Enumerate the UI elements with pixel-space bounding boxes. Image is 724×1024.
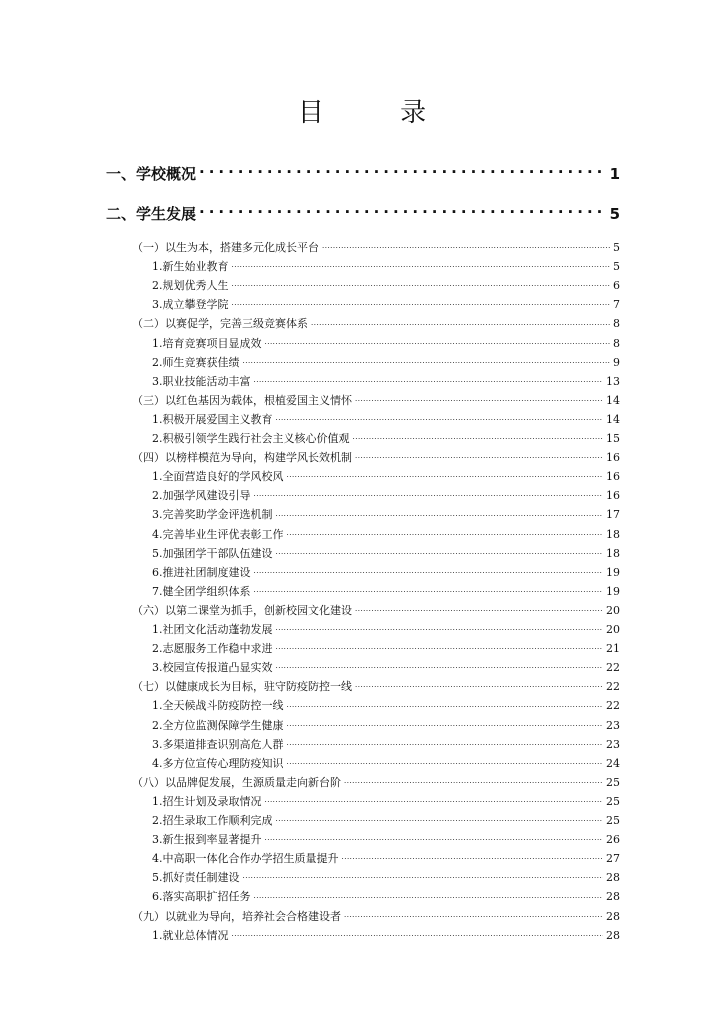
toc-page-number: 13 (606, 374, 620, 388)
toc-subsection-entry[interactable] (152, 888, 620, 904)
toc-subsection-entry[interactable] (152, 487, 620, 503)
toc-dot-leader (276, 507, 604, 518)
toc-dot-leader (254, 889, 604, 900)
toc-dot-leader (276, 660, 604, 671)
toc-page-number: 8 (613, 336, 620, 350)
toc-page-number: 5 (609, 205, 620, 223)
toc-page-number: 22 (606, 661, 620, 675)
toc-page-number: 8 (613, 317, 620, 331)
toc-page-number: 5 (613, 241, 620, 254)
toc-page-number: 16 (606, 470, 620, 484)
toc-entry-label: 1.新生始业教育 (152, 260, 229, 274)
toc-page-number: 18 (606, 527, 620, 541)
toc-dot-leader (265, 832, 604, 843)
toc-subsection-entry[interactable] (152, 506, 620, 522)
toc-page-number: 16 (606, 489, 620, 503)
toc-dot-leader (287, 469, 604, 480)
toc-dot-leader (254, 584, 604, 595)
toc-entry-label: （一）以生为本，搭建多元化成长平台 (132, 241, 319, 254)
toc-page-number: 28 (606, 871, 620, 885)
toc-subsection-entry[interactable] (152, 755, 620, 771)
toc-entry-label: 1.招生计划及录取情况 (152, 794, 262, 808)
toc-subsection-entry[interactable] (152, 430, 620, 446)
toc-section-entry[interactable] (132, 449, 620, 465)
toc-page-number: 23 (606, 737, 620, 751)
toc-page-number: 14 (606, 412, 620, 426)
toc-subsection-entry[interactable] (152, 335, 620, 351)
toc-dot-leader (199, 164, 607, 179)
toc-dot-leader (344, 909, 603, 920)
toc-subsection-entry[interactable] (152, 468, 620, 484)
toc-entry-label: 2.师生竞赛获佳绩 (152, 355, 240, 369)
toc-entry-label: （六）以第二课堂为抓手，创新校园文化建设 (132, 603, 352, 617)
toc-chapter-entry[interactable] (106, 163, 620, 184)
toc-subsection-entry[interactable] (152, 659, 620, 675)
toc-dot-leader (287, 698, 604, 709)
toc-page-number: 28 (606, 928, 620, 942)
toc-dot-leader (276, 622, 604, 633)
toc-subsection-entry[interactable] (152, 277, 620, 293)
toc-subsection-entry[interactable] (152, 927, 620, 943)
toc-entry-label: 2.志愿服务工作稳中求进 (152, 642, 273, 656)
toc-entry-label: 2.招生录取工作顺利完成 (152, 814, 273, 827)
toc-page-number: 15 (606, 432, 620, 445)
toc-chapter-entry[interactable] (106, 203, 620, 224)
toc-section-entry[interactable] (132, 392, 620, 408)
toc-entry-label: 3.职业技能活动丰富 (152, 374, 251, 388)
toc-page-number: 5 (613, 260, 620, 274)
toc-page-number: 28 (606, 890, 620, 904)
toc-entry-label: 3.新生报到率显著提升 (152, 833, 262, 847)
toc-subsection-entry[interactable] (152, 296, 620, 312)
toc-entry-label: 1.积极开展爱国主义教育 (152, 412, 273, 426)
toc-dot-leader (344, 775, 603, 786)
toc-page-number: 19 (606, 565, 620, 579)
toc-entry-label: 4.多方位宣传心理防疫知识 (152, 756, 284, 770)
toc-entry-label: 2.全方位监测保障学生健康 (152, 718, 284, 732)
toc-page-number: 22 (606, 680, 620, 694)
toc-subsection-entry[interactable] (152, 526, 620, 542)
toc-dot-leader (322, 240, 610, 251)
toc-dot-leader (199, 204, 607, 219)
toc-dot-leader (276, 813, 604, 824)
toc-page-number: 22 (606, 699, 620, 713)
toc-dot-leader (265, 336, 611, 347)
toc-page-number: 9 (613, 355, 620, 369)
toc-dot-leader (287, 737, 604, 748)
toc-entry-label: 2.积极引领学生践行社会主义核心价值观 (152, 432, 350, 445)
toc-subsection-entry[interactable] (152, 831, 620, 847)
toc-entry-label: （七）以健康成长为目标，驻守防疫防控一线 (132, 680, 352, 694)
toc-subsection-entry[interactable] (152, 373, 620, 389)
toc-dot-leader (265, 794, 604, 805)
toc-page-number: 1 (609, 165, 620, 183)
toc-page-number: 14 (606, 393, 620, 407)
toc-dot-leader (311, 316, 610, 327)
toc-dot-leader (355, 603, 603, 614)
toc-page-number: 21 (606, 642, 620, 656)
toc-subsection-entry[interactable] (152, 640, 620, 656)
toc-dot-leader (232, 928, 604, 939)
toc-subsection-entry[interactable] (152, 258, 620, 274)
toc-dot-leader (276, 641, 604, 652)
toc-entry-label: 2.加强学风建设引导 (152, 489, 251, 503)
toc-dot-leader (342, 851, 604, 862)
toc-dot-leader (232, 297, 611, 308)
toc-page-number: 23 (606, 718, 620, 732)
toc-entry-label: （二）以赛促学，完善三级竞赛体系 (132, 317, 308, 331)
toc-entry-label: 一、学校概况 (106, 165, 197, 183)
toc-page-number: 16 (606, 451, 620, 465)
toc-page-number: 18 (606, 546, 620, 560)
toc-dot-leader (276, 546, 604, 557)
toc-subsection-entry[interactable] (152, 697, 620, 713)
toc-page-number: 6 (613, 279, 620, 293)
toc-entry-label: 6.落实高职扩招任务 (152, 890, 251, 904)
toc-entry-label: 7.健全团学组织体系 (152, 584, 251, 598)
toc-entry-label: 6.推进社团制度建设 (152, 565, 251, 579)
toc-subsection-entry[interactable] (152, 583, 620, 599)
toc-page-number: 28 (606, 909, 620, 923)
toc-dot-leader (355, 679, 603, 690)
toc-entry-label: 3.成立攀登学院 (152, 298, 229, 312)
toc-dot-leader (276, 412, 604, 423)
toc-entry-label: （三）以红色基因为载体，根植爱国主义情怀 (132, 393, 352, 407)
toc-subsection-entry[interactable] (152, 869, 620, 885)
toc-page-number: 25 (606, 814, 620, 827)
toc-subsection-entry[interactable] (152, 564, 620, 580)
toc-entry-label: 4.完善毕业生评优表彰工作 (152, 527, 284, 541)
toc-entry-label: 4.中高职一体化合作办学招生质量提升 (152, 852, 339, 866)
toc-subsection-entry[interactable] (152, 793, 620, 809)
toc-dot-leader (254, 374, 604, 385)
toc-section-entry[interactable] (132, 908, 620, 924)
toc-page-number: 24 (606, 756, 620, 770)
toc-section-entry[interactable] (132, 602, 620, 618)
toc-dot-leader (287, 527, 604, 538)
toc-entry-label: 1.就业总体情况 (152, 928, 229, 942)
toc-dot-leader (243, 355, 611, 366)
toc-entry-label: 1.全面营造良好的学风校风 (152, 470, 284, 484)
toc-entry-label: 二、学生发展 (106, 205, 197, 223)
toc-section-entry[interactable] (132, 678, 620, 694)
toc-entry-label: 1.全天候战斗防疫防控一线 (152, 699, 284, 713)
toc-section-entry[interactable] (132, 315, 620, 331)
toc-entry-label: （四）以榜样模范为导向，构建学风长效机制 (132, 451, 352, 465)
toc-dot-leader (254, 565, 604, 576)
toc-subsection-entry[interactable] (152, 411, 620, 427)
toc-entry-label: 1.培育竞赛项目显成效 (152, 336, 262, 350)
toc-entry-label: 1.社团文化活动蓬勃发展 (152, 623, 273, 636)
toc-subsection-entry[interactable] (152, 850, 620, 866)
toc-entry-label: 3.多渠道排查识别高危人群 (152, 737, 284, 751)
toc-section-entry[interactable] (132, 239, 620, 255)
toc-dot-leader (287, 718, 604, 729)
toc-dot-leader (287, 756, 604, 767)
toc-dot-leader (232, 278, 611, 289)
toc-subsection-entry[interactable] (152, 736, 620, 752)
toc-page-number: 27 (606, 852, 620, 866)
toc-entry-label: （八）以品牌促发展，生源质量走向新台阶 (132, 775, 341, 789)
toc-dot-leader (355, 393, 603, 404)
toc-page-number: 17 (606, 508, 620, 522)
toc-page-number: 26 (606, 833, 620, 847)
toc-page-number: 25 (606, 794, 620, 808)
toc-page-number: 20 (606, 623, 620, 636)
toc-entry-label: 5.加强团学干部队伍建设 (152, 546, 273, 560)
toc-subsection-entry[interactable] (152, 354, 620, 370)
toc-entry-label: 5.抓好责任制建设 (152, 871, 240, 885)
toc-subsection-entry[interactable] (152, 812, 620, 828)
toc-page-number: 20 (606, 603, 620, 617)
toc-entry-label: 3.校园宣传报道凸显实效 (152, 661, 273, 675)
toc-dot-leader (353, 431, 604, 442)
toc-dot-leader (232, 259, 611, 270)
toc-subsection-entry[interactable] (152, 621, 620, 637)
toc-subsection-entry[interactable] (152, 545, 620, 561)
toc-entry-label: 2.规划优秀人生 (152, 279, 229, 293)
toc-page-number: 7 (613, 298, 620, 312)
toc-entry-label: 3.完善奖助学金评选机制 (152, 508, 273, 522)
page-title: 目 录 (297, 98, 461, 128)
toc-subsection-entry[interactable] (152, 717, 620, 733)
toc-page-number: 19 (606, 584, 620, 598)
toc-dot-leader (254, 488, 604, 499)
toc-dot-leader (355, 450, 603, 461)
toc-dot-leader (243, 870, 604, 881)
toc-section-entry[interactable] (132, 774, 620, 790)
toc-page-number: 25 (606, 775, 620, 789)
toc-entry-label: （九）以就业为导向，培养社会合格建设者 (132, 909, 341, 923)
